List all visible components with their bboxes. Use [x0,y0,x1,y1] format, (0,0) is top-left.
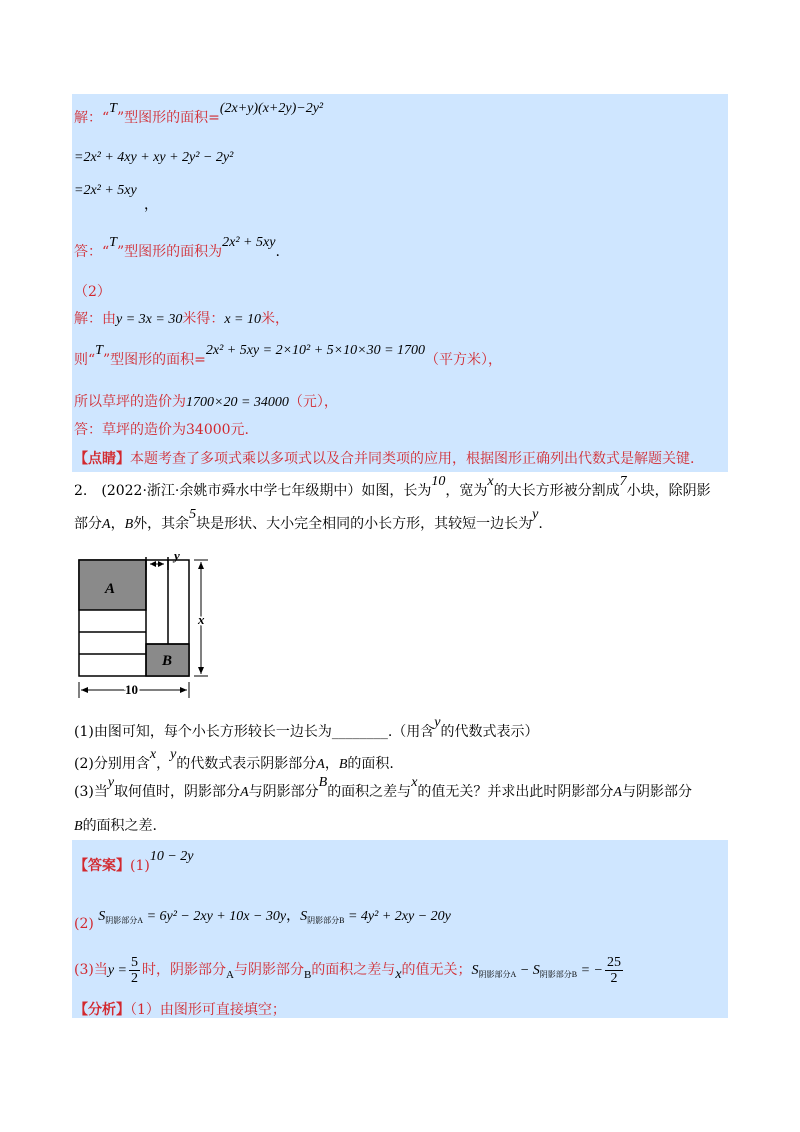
figure-label-10: 10 [125,682,138,697]
subquestion-3-cont: B的面积之差. [74,818,158,834]
solution1-line3-comma: ， [144,197,158,213]
figure-label-x: x [198,612,205,627]
figure-label-B: B [162,653,173,669]
solution2-line2: 则“T”型图形的面积=2x² + 5xy = 2×10² + 5×10×30 = 1700（平方米）， [74,343,503,368]
solution1-line1: 解：“T”型图形的面积=(2x+y)(x+2y)−2y² [74,101,324,126]
solution2-line3: 所以草坪的造价为1700×20 = 34000（元）， [74,394,338,410]
question2-line2: 部分A，B外，其余5块是形状、大小完全相同的小长方形，其较短一边长为y. [74,507,543,532]
question2-line1: 2. (2022·浙江·余姚市舜水中学七年级期中）如图，长为10，宽为x的大长方形被分割成7小块，除阴影 [74,474,711,499]
rectangle-diagram [72,548,216,704]
subquestion-1: (1)由图可知，每个小长方形较长一边长为________.（用含y的代数式表示） [74,715,539,740]
subquestion-3: (3)当y取何值时，阴影部分A与阴影部分B的面积之差与x的值无关？并求出此时阴影部分A与阴影部分 [74,775,692,800]
solution1-line2: =2x² + 4xy + xy + 2y² − 2y² [74,150,234,165]
answer-line2: (2) $S_{阴影部分A} = 6y^2 - 2xy + 10x - 30y$，$S_{阴影部分B} = 4y^2 + 2xy - 20y$ [74,908,451,932]
solution2-line4: 答：草坪的造价为34000元. [74,422,249,438]
figure-label-A: A [105,581,116,597]
answer-line1: 【答案】(1)10 − 2y [74,849,194,874]
subquestion-2: (2)分别用含x，y的代数式表示阴影部分A，B的面积. [74,747,394,772]
analysis-line: 【分析】（1）由图形可直接填空； [74,1002,286,1018]
solution1-line3: =2x² + 5xy [74,183,137,198]
comment-line: 【点睛】本题考查了多项式乘以多项式以及合并同类项的应用，根据图形正确列出代数式是解题关键. [74,451,695,467]
answer-line3: (3)当y = $\frac{5}{2}$ 时，阴影部分$_A$与阴影部分$_B$的面积之差与x的值无关；$S_{阴影部分A} - S_{阴影部分B}$ = − $\frac{25}{2}$ [74,954,622,986]
solution2-label: （2） [74,284,111,300]
solution2-line1: 解：由y = 3x = 30米得：x = 10米， [74,311,289,327]
figure-label-y: y [174,548,180,563]
answer-blank: ________ [331,724,388,740]
solution1-line4: 答：“T”型图形的面积为2x² + 5xy. [74,235,280,260]
